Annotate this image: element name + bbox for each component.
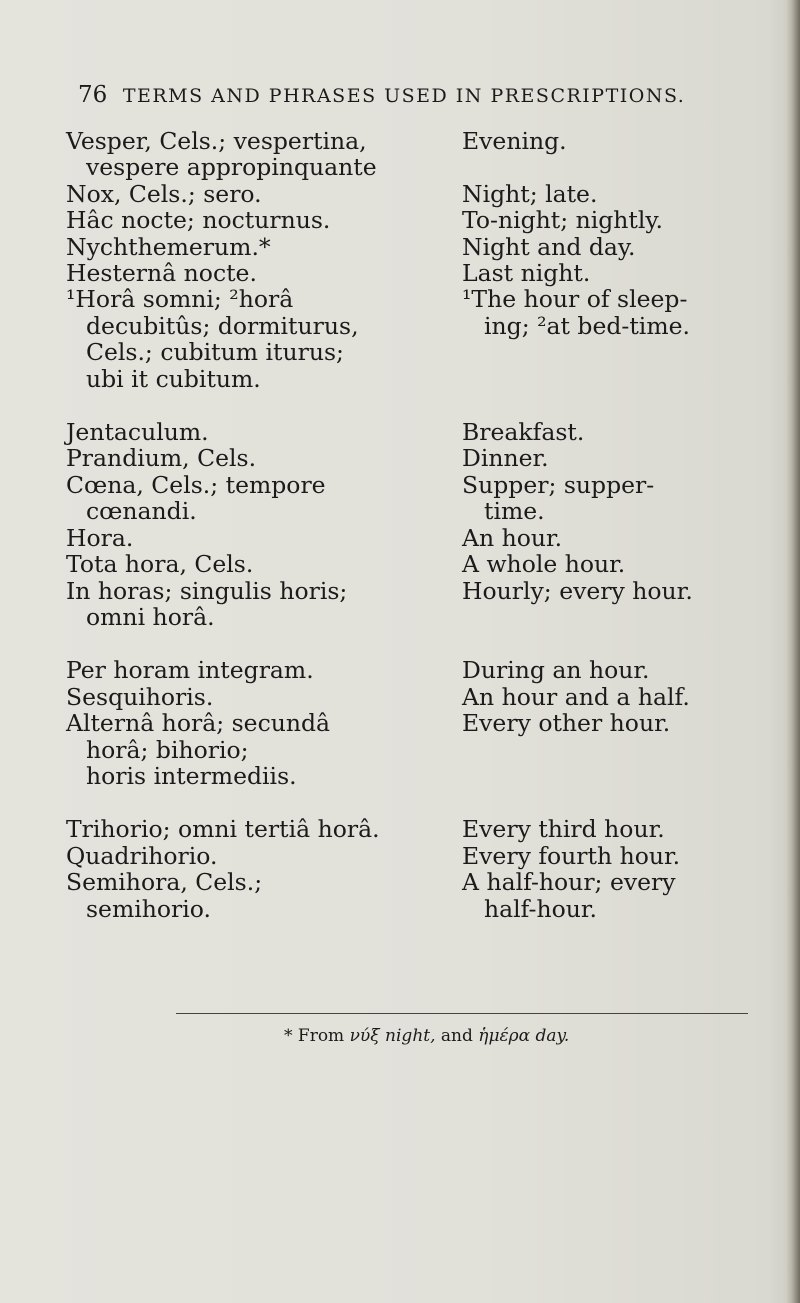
english-line: Hourly; every hour. [462,576,693,605]
latin-term [66,684,456,710]
english-line: Every other hour. [462,709,671,738]
term-entry [66,207,770,233]
footnote-prefix: * From [284,1026,345,1046]
english-line: Dinner. [462,444,549,473]
english-line: time. [484,497,545,526]
english-meaning [462,260,770,286]
latin-line: Sesquihoris. [66,682,214,711]
latin-line: Prandium, Cels. [66,444,257,473]
english-line: Breakfast. [462,418,585,447]
term-entry [66,816,770,842]
footnote-greek-night: νύξ [349,1026,380,1046]
term-entry [66,684,770,710]
latin-term [66,710,456,789]
latin-line: Hora. [66,523,134,552]
footnote-day: day. [535,1026,570,1046]
term-entry [66,657,770,683]
latin-line: ¹Horâ somni; ²horâ [66,285,294,314]
term-entry [66,128,770,181]
english-line: A half-hour; every [462,868,676,897]
footnote-night: night, [385,1026,436,1046]
latin-term [66,181,456,207]
latin-term [66,234,456,260]
english-meaning [462,551,770,577]
latin-line: horâ; bihorio; [86,735,249,764]
english-meaning [462,207,770,233]
latin-term [66,657,456,683]
terms-table [66,128,770,922]
latin-line: Cœna, Cels.; tempore [66,470,326,499]
english-meaning [462,525,770,551]
english-meaning [462,128,770,181]
term-entry [66,419,770,445]
term-entry [66,525,770,551]
latin-line: Tota hora, Cels. [66,550,254,579]
latin-term [66,286,456,392]
latin-term [66,260,456,286]
english-meaning [462,181,770,207]
english-meaning [462,234,770,260]
latin-line: Hâc nocte; nocturnus. [66,206,331,235]
english-line: ing; ²at bed-time. [484,311,690,340]
term-entry [66,710,770,789]
latin-line: ubi it cubitum. [86,364,261,393]
latin-term [66,525,456,551]
page-edge-shadow [786,0,800,1303]
english-meaning [462,472,770,525]
english-line: Evening. [462,127,567,155]
latin-line: cœnandi. [86,497,197,526]
latin-line: Hesternâ nocte. [66,259,257,288]
footnote [284,1026,569,1046]
latin-term [66,472,456,525]
english-line: Last night. [462,259,591,288]
latin-line: Vesper, Cels.; vespertina, [66,127,367,155]
latin-line: Quadrihorio. [66,841,218,870]
term-entry [66,181,770,207]
running-title: TERMS AND PHRASES USED IN PRESCRIPTIONS. [122,85,686,107]
english-line: To-night; nightly. [462,206,664,235]
latin-term [66,843,456,869]
term-entry [66,843,770,869]
term-entry [66,234,770,260]
footnote-and: and [440,1026,473,1046]
latin-line: Nox, Cels.; sero. [66,179,262,208]
english-line: Every fourth hour. [462,841,681,870]
latin-line: vespere appropinquante [86,153,377,182]
english-meaning [462,657,770,683]
english-meaning [462,869,770,922]
latin-line: horis intermediis. [86,761,297,790]
latin-term [66,445,456,471]
latin-line: semihorio. [86,894,212,923]
latin-line: Trihorio; omni tertiâ horâ. [66,815,380,844]
english-meaning [462,286,770,392]
english-line: During an hour. [462,656,650,685]
latin-term [66,551,456,577]
english-meaning [462,710,770,789]
english-meaning [462,684,770,710]
term-entry [66,260,770,286]
english-line: Night; late. [462,179,598,208]
footnote-rule [176,1013,748,1014]
latin-line: decubitûs; dormiturus, [86,311,359,340]
latin-line: Cels.; cubitum iturus; [86,338,344,367]
english-meaning [462,578,770,631]
latin-line: Nychthemerum.* [66,232,271,261]
term-entry [66,869,770,922]
term-entry [66,578,770,631]
latin-line: omni horâ. [86,602,215,631]
term-entry [66,551,770,577]
english-line: An hour and a half. [462,682,690,711]
english-meaning [462,843,770,869]
english-line: Every third hour. [462,815,665,844]
english-meaning [462,816,770,842]
latin-line: Jentaculum. [66,418,209,447]
english-line: half-hour. [484,894,598,923]
latin-term [66,578,456,631]
english-meaning [462,419,770,445]
latin-term [66,419,456,445]
latin-line: In horas; singulis horis; [66,576,348,605]
term-entry [66,472,770,525]
english-meaning [462,445,770,471]
term-entry [66,445,770,471]
running-header [78,82,778,108]
english-line: ¹The hour of sleep- [462,285,688,314]
english-line: A whole hour. [462,550,626,579]
latin-term [66,869,456,922]
page-number: 76 [78,82,108,108]
footnote-greek-day: ἡμέρα [478,1026,531,1046]
latin-line: Per horam integram. [66,656,314,685]
latin-line: Alternâ horâ; secundâ [66,709,331,738]
term-entry [66,286,770,392]
english-line: Night and day. [462,232,636,261]
english-line: Supper; supper- [462,470,655,499]
english-line: An hour. [462,523,563,552]
latin-line: Semihora, Cels.; [66,868,263,897]
latin-term [66,207,456,233]
latin-term [66,128,456,181]
latin-term [66,816,456,842]
